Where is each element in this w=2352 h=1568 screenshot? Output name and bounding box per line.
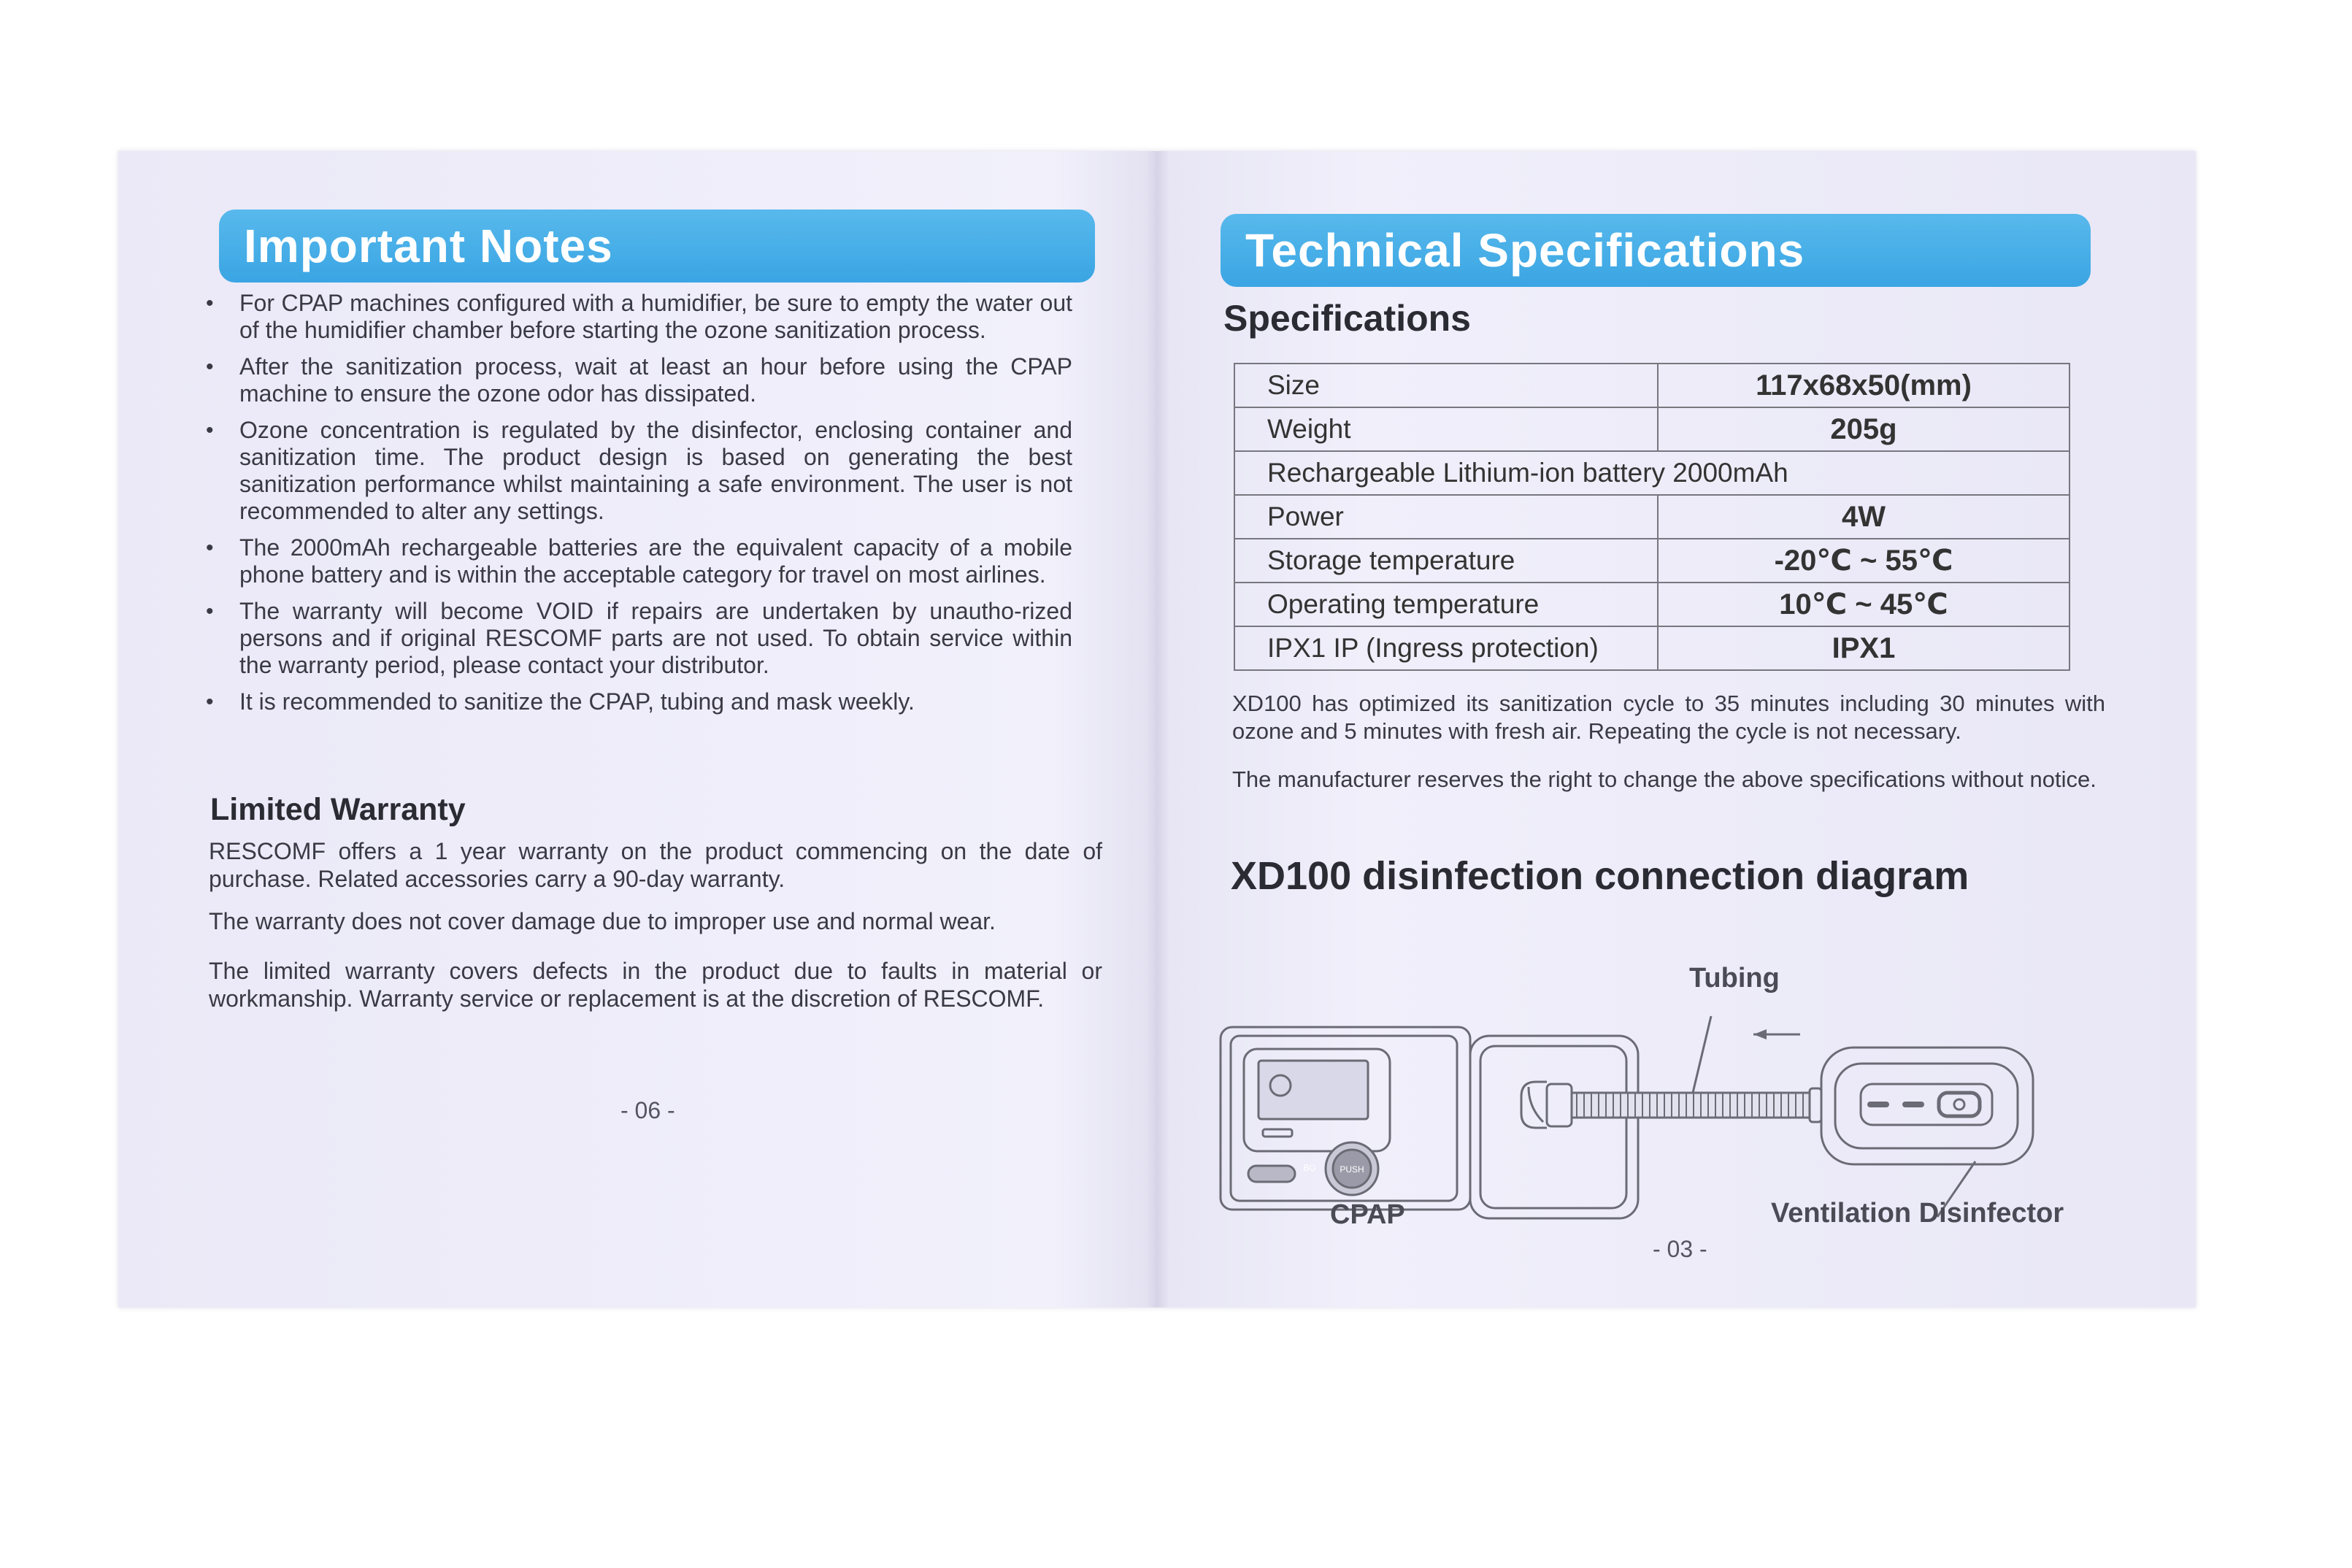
warranty-paragraph: RESCOMF offers a 1 year warranty on the product commencing on the date of purchase. Related accessories carry a 90-day warranty. [209, 838, 1102, 892]
ventilation-disinfector-label: Ventilation Disinfector [1771, 1198, 2064, 1229]
table-row [1234, 495, 2069, 539]
page-number: - 03 - [1653, 1236, 1707, 1262]
cpap-button-label: BG [1303, 1163, 1316, 1173]
warranty-paragraph: The limited warranty covers defects in the product due to faults in material or workmanship. Warranty service or replacement is at the discretion of RESCOMF. [209, 958, 1102, 1012]
cycle-note: XD100 has optimized its sanitization cycle to 35 minutes including 30 minutes with ozone and 5 minutes with fresh air. Repeating the cycle is not necessary. [1232, 691, 2105, 744]
specifications-table [1234, 363, 2070, 671]
spec-value: 10℃ ~ 45℃ [1658, 583, 2069, 626]
right-page [1164, 151, 2196, 1307]
cpap-label: CPAP [1330, 1199, 1405, 1230]
spec-label: Operating temperature [1234, 583, 1658, 626]
table-row [1234, 451, 2069, 495]
diagram-heading: XD100 disinfection connection diagram [1231, 854, 1969, 898]
spec-value: 205g [1658, 407, 2069, 451]
spec-label: Weight [1234, 407, 1658, 451]
page-number: - 06 - [620, 1097, 675, 1123]
spec-value: IPX1 [1658, 626, 2069, 670]
table-row [1234, 407, 2069, 451]
connection-diagram [1164, 954, 2098, 1261]
left-page [118, 151, 1156, 1307]
technical-specifications-banner: Technical Specifications [1221, 214, 2091, 287]
note-text: After the sanitization process, wait at least an hour before using the CPAP machine to ensure the ozone odor has dissipated. [239, 353, 1072, 407]
flow-arrowhead [1753, 1029, 1767, 1039]
table-row [1234, 583, 2069, 626]
table-row [1234, 364, 2069, 407]
list-item: • For CPAP machines configured with a humidifier, be sure to empty the water out of the humidifier chamber before starting the ozone sanitization process. [206, 290, 1072, 343]
spec-label: Storage temperature [1234, 539, 1658, 583]
manufacturer-note: The manufacturer reserves the right to change the above specifications without notice. [1232, 766, 2097, 792]
tubing-label: Tubing [1689, 963, 1780, 994]
list-item: • Ozone concentration is regulated by the disinfector, enclosing container and sanitization time. The product design is based on generating the best sanitization performance whilst maintaining a safe environment. The user is not recommended to alter any settings. [206, 417, 1072, 524]
tubing-pointer [1693, 1016, 1711, 1093]
table-row [1234, 539, 2069, 583]
spec-value: -20℃ ~ 55℃ [1658, 539, 2069, 583]
list-item: • After the sanitization process, wait at least an hour before using the CPAP machine to ensure the ozone odor has dissipated. [206, 353, 1072, 407]
spec-label: Power [1234, 495, 1658, 539]
note-text: Ozone concentration is regulated by the disinfector, enclosing container and sanitization time. The product design is based on generating the best sanitization performance whilst maintaining a safe environment. The user is not recommended to alter any settings. [239, 417, 1072, 524]
spec-battery: Rechargeable Lithium-ion battery 2000mAh [1234, 451, 2069, 495]
booklet-spread [118, 151, 2196, 1307]
note-text: For CPAP machines configured with a humidifier, be sure to empty the water out of the humidifier chamber before starting the ozone sanitization process. [239, 290, 1072, 343]
spec-value: 117x68x50(mm) [1658, 364, 2069, 407]
note-text: The 2000mAh rechargeable batteries are the equivalent capacity of a mobile phone battery and is within the acceptable category for travel on most airlines. [239, 534, 1072, 588]
list-item: • It is recommended to sanitize the CPAP, tubing and mask weekly. [206, 688, 915, 715]
list-item: • The warranty will become VOID if repairs are undertaken by unautho-rized persons and if original RESCOMF parts are not used. To obtain service within the warranty period, please contact your distributor. [206, 598, 1072, 678]
important-notes-list [200, 290, 1072, 725]
limited-warranty-heading: Limited Warranty [210, 792, 466, 827]
important-notes-banner: Important Notes [219, 210, 1095, 283]
note-text: It is recommended to sanitize the CPAP, tubing and mask weekly. [239, 688, 915, 715]
spec-value: 4W [1658, 495, 2069, 539]
list-item: • The 2000mAh rechargeable batteries are the equivalent capacity of a mobile phone battery and is within the acceptable category for travel on most airlines. [206, 534, 1072, 588]
spec-label: IPX1 IP (Ingress protection) [1234, 626, 1658, 670]
cpap-device-icon [1221, 1027, 1638, 1218]
cpap-push-label: PUSH [1340, 1164, 1364, 1175]
note-text: The warranty will become VOID if repairs are undertaken by unautho-rized persons and if original RESCOMF parts are not used. To obtain service within the warranty period, please contact your distributor. [239, 598, 1072, 678]
warranty-paragraph: The warranty does not cover damage due to improper use and normal wear. [209, 908, 996, 934]
table-row [1234, 626, 2069, 670]
specifications-heading: Specifications [1223, 298, 1471, 339]
ventilation-disinfector-icon [1810, 1048, 2033, 1164]
spec-label: Size [1234, 364, 1658, 407]
